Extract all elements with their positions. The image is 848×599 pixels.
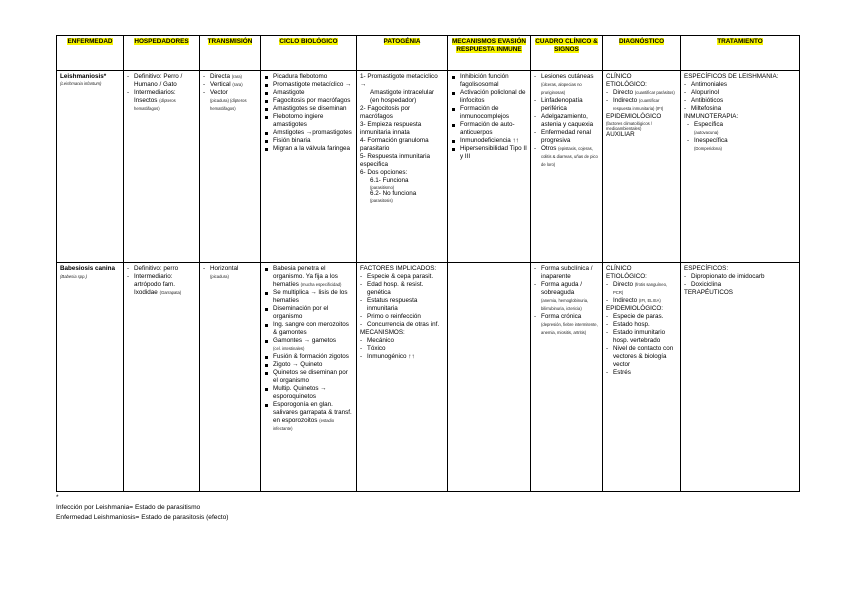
list-item: - Estado inmunitario hosp. vertebrado	[606, 329, 677, 345]
list-item: Fusión & formación zigotos	[264, 353, 353, 361]
footnote-mark: *	[56, 494, 59, 501]
footnote-1: Infección por Leishmania= Estado de parasitismo	[56, 504, 201, 511]
patho-note: (parasitosis)	[370, 198, 393, 203]
list-item: Zigoto → Quineto	[264, 361, 353, 369]
cell-diagnosis: CLÍNICO ETIOLÓGICO: - Directo (frotis sanguíneo, PCR) - Indirecto (IFI, ELISA) EPIDEMIOLÓGICO: - Especie de paras. - Estado hosp. - Estado inmunitario hosp. vertebrado - Nivel de contacto con vectores & biología vector - Estrés	[603, 263, 681, 492]
list-item: Multip. Quinetos → esporoquinetos	[264, 385, 353, 401]
cell-disease	[57, 263, 124, 492]
list-item: Amastigote	[264, 89, 353, 97]
patho-step: 6- Dos opciones:	[360, 169, 408, 176]
cell-diagnosis: CLÍNICO ETIOLÓGICO: - Directo (cuantificar parásitos) - Indirecto (cuantificar respuesta inmunitaria) (IFI) EPIDEMIOLÓGICO (factores climatológicos / medioambientales) AUXILIAR	[603, 71, 681, 263]
list-item: - Intermediario: artrópodo fam. Ixodidae (Garrapata)	[127, 273, 196, 297]
list-item: - Inespecífica (Domperidona)	[687, 137, 796, 153]
cell-treatment: ESPECÍFICOS DE LEISHMANIA: - Antimoniales - Alopurinol - Antibióticos - Miltefosina INMUNOTERAPIA: - Específica (autovacuna) - Inespecífica (Domperidona)	[681, 71, 800, 263]
list-item: - Tóxico	[360, 345, 444, 353]
list-item: - Horizontal (picadura)	[203, 265, 257, 281]
patho-step: 1- Promastigote metacíclico →	[360, 73, 438, 88]
footnotes	[56, 493, 228, 523]
cell-pathogeny: FACTORES IMPLICADOS: - Especie & cepa parasit. - Edad hosp. & resist. genética - Estatus respuesta inmunitaria - Primo o reinfección - Concurrencia de otras inf. MECANISMOS: - Mecánico - Tóxico - Inmunogénico ↑↑	[357, 263, 448, 492]
cell-evasion	[448, 263, 531, 492]
list-item: - Directa (rara)	[203, 73, 257, 81]
patho-step: Amastigote intracelular (en hospedador)	[370, 89, 435, 104]
cell-pathogeny	[357, 71, 448, 263]
header-enfermedad: ENFERMEDAD	[57, 36, 124, 71]
list-item: - Directo (frotis sanguíneo, PCR)	[606, 281, 677, 297]
header-cuadro-clinico: CUADRO CLÍNICO & SIGNOS	[531, 36, 603, 71]
list-item: - Primo o reinfección	[360, 313, 444, 321]
patho-step: 6.2- No funciona	[370, 190, 417, 197]
list-item: Migran a la válvula faringea	[264, 145, 353, 153]
list-item: - Edad hosp. & resist. genética	[360, 281, 444, 297]
list-item: Babesia penetra el organismo. Ya fija a los hematíes (mucha especificidad)	[264, 265, 353, 289]
header-mecanismos: MECANISMOS EVASIÓN RESPUESTA INMUNE	[448, 36, 531, 71]
list-item: - Forma aguda / sobreaguda (anemia, hemoglobinuria, bilirrubinuria, ictericia)	[534, 281, 599, 313]
list-item: Se multiplica → lisis de los hematíes	[264, 289, 353, 305]
list-item: - Intermediarios: Insectos (dípteros hematófagos)	[127, 89, 196, 113]
list-item: - Antibióticos	[684, 97, 796, 105]
header-hospedadores: HOSPEDADORES	[124, 36, 200, 71]
disease-species: (Babesia spp.)	[60, 274, 87, 279]
list-item: - Especie de paras.	[606, 313, 677, 321]
list-item: - Inmunogénico ↑↑	[360, 353, 444, 361]
list-item: Fisión binaria	[264, 137, 353, 145]
patho-step: 4- Formación granuloma parasitario	[360, 137, 429, 152]
cell-transmission	[200, 263, 261, 492]
list-item: - Específica (autovacuna)	[687, 121, 796, 137]
list-item: - Enfermedad renal progresiva	[534, 129, 599, 145]
list-item: - Linfadenopatía periférica	[534, 97, 599, 113]
row-leishmaniosis	[57, 71, 800, 263]
list-item: Hipersensibilidad Tipo II y III	[451, 145, 527, 161]
patho-step: 6.1- Funciona	[370, 177, 409, 184]
list-item: Esporogonía en glan. salivares garrapata & transf. en esporozoitos (estadio infectante)	[264, 401, 353, 433]
list-item: - Estado hosp.	[606, 321, 677, 329]
list-item: - Mecánico	[360, 337, 444, 345]
list-item: Fagocitosis por macrófagos	[264, 97, 353, 105]
header-patogenia: PATOGÉNIA	[357, 36, 448, 71]
patho-step: 5- Respuesta inmunitaria especifica	[360, 153, 431, 168]
header-row	[57, 36, 800, 71]
list-item: - Doxiciclina	[684, 281, 796, 289]
cell-transmission	[200, 71, 261, 263]
cell-disease	[57, 71, 124, 263]
header-transmision: TRANSMISIÓN	[200, 36, 261, 71]
list-item: - Directo (cuantificar parásitos)	[606, 89, 677, 97]
row-babesiosis	[57, 263, 800, 492]
list-item: Formación de inmunocomplejos	[451, 105, 527, 121]
cell-evasion	[448, 71, 531, 263]
cell-clinical	[531, 71, 603, 263]
list-item: - Lesiones cutáneas (úlceras, alopecias no pruriginosas)	[534, 73, 599, 97]
list-item: Promastigote metacíclico →	[264, 81, 353, 89]
list-item: Diseminación por el organismo	[264, 305, 353, 321]
list-item: Amstigotes →promastigotes	[264, 129, 353, 137]
list-item: Picadura flebotomo	[264, 73, 353, 81]
cell-cycle	[261, 71, 357, 263]
list-item: Inmunodeficiencia ↑↑	[451, 137, 527, 145]
cell-clinical	[531, 263, 603, 492]
list-item: Flebotomo ingiere amastigotes	[264, 113, 353, 129]
list-item: Gamontes → gametos (cel. intestinales)	[264, 337, 353, 353]
list-item: - Dipropionato de imidocarb	[684, 273, 796, 281]
cell-treatment: ESPECÍFICOS: - Dipropionato de imidocarb - Doxiciclina TERAPÉUTICOS	[681, 263, 800, 492]
cell-cycle	[261, 263, 357, 492]
list-item: - Indirecto (IFI, ELISA)	[606, 297, 677, 305]
list-item: - Nivel de contacto con vectores & biología vector	[606, 345, 677, 369]
list-item: Ing. sangre con merozoitos & gamontes	[264, 321, 353, 337]
disease-name: Babesiosis canina	[60, 265, 115, 272]
list-item: - Vertical (rara)	[203, 81, 257, 89]
patho-note: (parasitismo)	[370, 185, 395, 190]
list-item: - Otros (epistaxis, cojeras, colitis & diarreas, uñas de pico de loro)	[534, 145, 599, 169]
list-item: Formación de auto-anticuerpos	[451, 121, 527, 137]
list-item: - Forma crónica (depresión, fiebre intermitente, anemia, miositis, artritis)	[534, 313, 599, 337]
list-item: - Especie & cepa parasit.	[360, 273, 444, 281]
disease-species: (Leishmania infantum)	[60, 81, 102, 86]
list-item: - Estatus respuesta inmunitaria	[360, 297, 444, 313]
header-tratamiento: TRATAMIENTO	[681, 36, 800, 71]
header-diagnostico: DIAGNÓSTICO	[603, 36, 681, 71]
disease-table	[56, 35, 800, 492]
list-item: - Forma subclínica / inaparente	[534, 265, 599, 281]
footnote-2: Enfermedad Leishmaniosis= Estado de parasitosis (efecto)	[56, 514, 229, 521]
header-ciclo: CICLO BIOLÓGICO	[261, 36, 357, 71]
list-item: - Estrés	[606, 369, 677, 377]
cell-hosts	[124, 71, 200, 263]
list-item: - Adelgazamiento, astenia y caquexia	[534, 113, 599, 129]
list-item: - Concurrencia de otras inf.	[360, 321, 444, 329]
list-item: Inhibición función fagolisosomal	[451, 73, 527, 89]
patho-step: 2- Fagocitosis por macrófagos	[360, 105, 411, 120]
list-item: - Indirecto (cuantificar respuesta inmunitaria) (IFI)	[606, 97, 677, 113]
list-item: Quinetos se diseminan por el organismo	[264, 369, 353, 385]
list-item: - Miltefosina	[684, 105, 796, 113]
list-item: - Definitivo: Perro / Humano / Gato	[127, 73, 196, 89]
list-item: - Vector (picadura) (dípteros hematófagos)	[203, 89, 257, 113]
patho-step: 3- Empieza respuesta inmunitaria innata	[360, 121, 422, 136]
list-item: - Definitivo: perro	[127, 265, 196, 273]
list-item: Amastigotes se diseminan	[264, 105, 353, 113]
list-item: - Alopurinol	[684, 89, 796, 97]
list-item: - Antimoniales	[684, 81, 796, 89]
cell-hosts	[124, 263, 200, 492]
list-item: Activación policlonal de linfocitos	[451, 89, 527, 105]
disease-name: Leishmaniosis*	[60, 73, 107, 80]
